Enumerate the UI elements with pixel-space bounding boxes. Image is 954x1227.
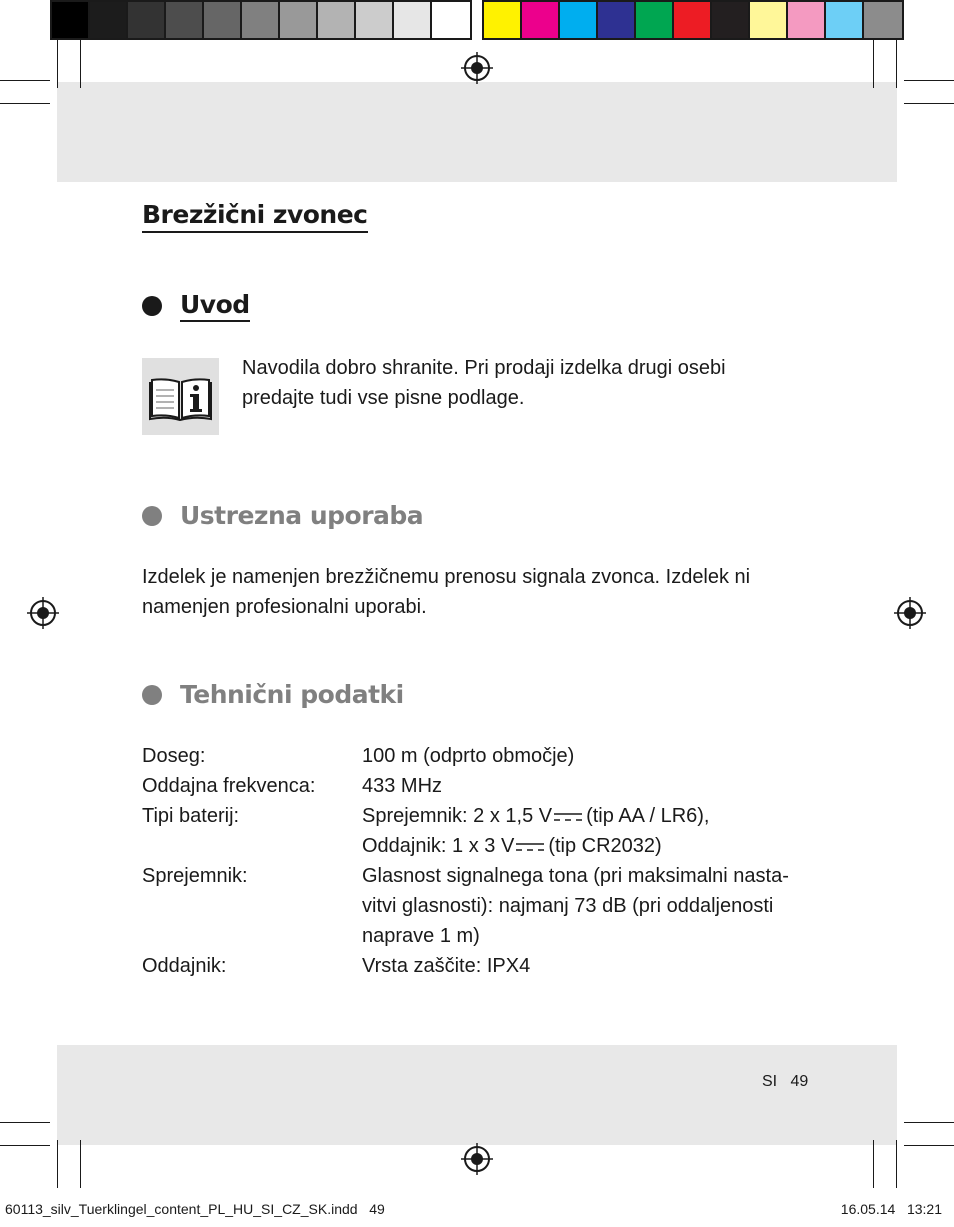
color-swatch	[318, 2, 356, 38]
color-swatch	[280, 2, 318, 38]
tech-label: Oddajnik:	[142, 955, 227, 977]
color-swatch	[636, 2, 674, 38]
color-swatch	[864, 2, 902, 38]
crop-mark	[80, 1140, 81, 1188]
crop-mark	[896, 40, 897, 88]
section-heading-text: Tehnični podatki	[180, 680, 404, 709]
crop-mark	[0, 103, 50, 104]
page-number	[762, 1073, 808, 1091]
section-heading-text: Uvod	[180, 290, 250, 322]
tech-value: 100 m (odprto območje)	[362, 745, 575, 767]
tech-value: 433 MHz	[362, 775, 443, 797]
receiver-line: vitvi glasnosti): najmanj 73 dB (pri oddaljenosti	[362, 895, 774, 917]
color-swatch	[90, 2, 128, 38]
dc-symbol-icon	[554, 811, 582, 823]
footer-band	[57, 1045, 897, 1145]
section-heading-text: Ustrezna uporaba	[180, 501, 424, 530]
intro-text-line: predajte tudi vse pisne podlage.	[242, 387, 525, 409]
section-heading-intro	[142, 290, 250, 322]
color-swatch	[128, 2, 166, 38]
bullet-dot-icon	[142, 685, 162, 705]
color-swatch	[356, 2, 394, 38]
section-heading-tech	[142, 680, 404, 709]
tech-value	[362, 861, 822, 951]
print-slug-date: 16.05.14 13:21	[840, 1201, 942, 1217]
crop-mark	[904, 103, 954, 104]
crop-mark	[904, 1145, 954, 1146]
tech-row-range	[142, 741, 822, 771]
section-heading-use	[142, 501, 423, 530]
color-swatch	[432, 2, 470, 38]
header-band	[57, 82, 897, 182]
intro-text	[242, 353, 726, 413]
color-swatch	[712, 2, 750, 38]
tech-label: Tipi baterij:	[142, 805, 240, 827]
registration-mark-icon	[461, 52, 493, 84]
tech-value	[362, 801, 822, 861]
color-swatch	[826, 2, 864, 38]
color-swatch	[242, 2, 280, 38]
color-swatch	[484, 2, 522, 38]
registration-mark-icon	[27, 597, 59, 629]
color-swatch	[560, 2, 598, 38]
crop-mark	[873, 40, 874, 88]
page-title: Brezžični zvonec	[142, 200, 368, 233]
bullet-dot-icon	[142, 296, 162, 316]
battery-rx-text: Sprejemnik: 2 x 1,5 V	[362, 805, 553, 827]
receiver-line: naprave 1 m)	[362, 925, 480, 947]
crop-mark	[57, 1140, 58, 1188]
crop-mark	[896, 1140, 897, 1188]
color-swatch	[204, 2, 242, 38]
tech-value: Vrsta zaščite: IPX4	[362, 955, 531, 977]
registration-mark-icon	[894, 597, 926, 629]
battery-tx-type: (tip CR2032)	[548, 835, 662, 857]
tech-row-receiver	[142, 861, 822, 951]
manual-info-icon	[142, 358, 219, 435]
intro-text-line: Navodila dobro shranite. Pri prodaji izdelka drugi osebi	[242, 357, 726, 379]
crop-mark	[873, 1140, 874, 1188]
tech-row-battery	[142, 801, 822, 861]
tech-label: Oddajna frekvenca:	[142, 775, 316, 797]
tech-row-transmitter	[142, 951, 822, 981]
crop-mark	[0, 1145, 50, 1146]
crop-mark	[57, 40, 58, 88]
grayscale-color-bar	[50, 0, 472, 40]
process-color-bar	[482, 0, 904, 40]
crop-mark	[904, 80, 954, 81]
color-swatch	[674, 2, 712, 38]
bullet-dot-icon	[142, 506, 162, 526]
language-code: SI	[762, 1073, 778, 1090]
use-text-line: Izdelek je namenjen brezžičnemu prenosu signala zvonca. Izdelek ni	[142, 566, 751, 588]
crop-mark	[0, 80, 50, 81]
page-number-value: 49	[790, 1073, 809, 1090]
registration-mark-icon	[461, 1143, 493, 1175]
color-swatch	[788, 2, 826, 38]
battery-rx-type: (tip AA / LR6),	[586, 805, 710, 827]
color-swatch	[598, 2, 636, 38]
color-swatch	[522, 2, 560, 38]
color-swatch	[52, 2, 90, 38]
tech-row-frequency	[142, 771, 822, 801]
battery-tx-text: Oddajnik: 1 x 3 V	[362, 835, 515, 857]
color-swatch	[750, 2, 788, 38]
use-text	[142, 562, 750, 622]
color-swatch	[166, 2, 204, 38]
use-text-line: namenjen profesionalni uporabi.	[142, 596, 427, 618]
print-slug-file: 60113_silv_Tuerklingel_content_PL_HU_SI_CZ_SK.indd 49	[5, 1201, 385, 1217]
crop-mark	[80, 40, 81, 88]
tech-label: Doseg:	[142, 745, 206, 767]
dc-symbol-icon	[516, 841, 544, 853]
tech-label: Sprejemnik:	[142, 865, 248, 887]
crop-mark	[0, 1122, 50, 1123]
receiver-line: Glasnost signalnega tona (pri maksimalni nasta-	[362, 865, 789, 887]
crop-mark	[904, 1122, 954, 1123]
color-swatch	[394, 2, 432, 38]
